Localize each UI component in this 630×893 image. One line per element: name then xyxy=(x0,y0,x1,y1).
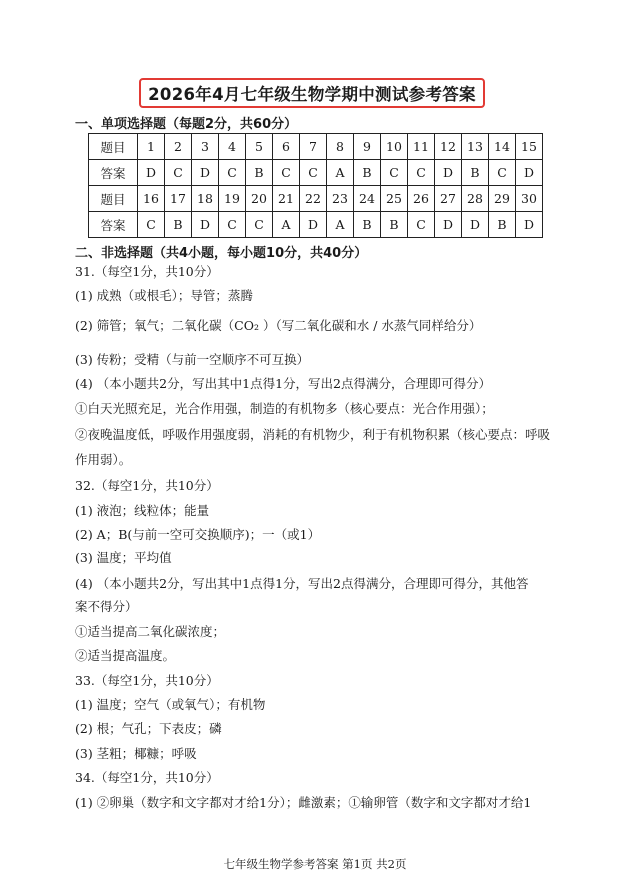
answer-line: 案不得分） xyxy=(75,599,138,614)
table-cell: C xyxy=(489,160,516,186)
table-cell: A xyxy=(273,212,300,238)
table-cell: B xyxy=(381,212,408,238)
answer-line: (3) 茎粗；椰糠；呼吸 xyxy=(75,746,197,761)
table-cell: 3 xyxy=(192,134,219,160)
table-cell: D xyxy=(192,160,219,186)
answer-line: (3) 传粉；受精（与前一空顺序不可互换） xyxy=(75,352,310,367)
table-row xyxy=(89,134,543,160)
table-cell: 25 xyxy=(381,186,408,212)
table-cell: C xyxy=(219,160,246,186)
answer-line: (4) （本小题共2分，写出其中1点得1分，写出2点得满分，合理即可得分） xyxy=(75,376,491,391)
table-cell: C xyxy=(381,160,408,186)
table-cell: 27 xyxy=(435,186,462,212)
row-header: 答案 xyxy=(89,160,138,186)
table-cell: B xyxy=(165,212,192,238)
page-footer: 七年级生物学参考答案 第1页 共2页 xyxy=(223,857,407,871)
answer-line: 32.（每空1分，共10分） xyxy=(75,478,219,493)
table-cell: 8 xyxy=(327,134,354,160)
table-cell: B xyxy=(489,212,516,238)
table-cell: 21 xyxy=(273,186,300,212)
table-cell: 4 xyxy=(219,134,246,160)
table-row xyxy=(89,212,543,238)
table-cell: 18 xyxy=(192,186,219,212)
answer-line: (4) （本小题共2分，写出其中1点得1分，写出2点得满分，合理即可得分，其他答 xyxy=(75,576,529,591)
table-cell: D xyxy=(435,212,462,238)
answer-line: ②适当提高温度。 xyxy=(75,648,176,663)
table-cell: 15 xyxy=(516,134,543,160)
table-cell: D xyxy=(138,160,165,186)
table-cell: A xyxy=(327,160,354,186)
table-cell: 23 xyxy=(327,186,354,212)
table-cell: D xyxy=(300,212,327,238)
row-header: 答案 xyxy=(89,212,138,238)
answer-table xyxy=(88,133,543,238)
table-cell: D xyxy=(192,212,219,238)
table-cell: C xyxy=(273,160,300,186)
table-row xyxy=(89,186,543,212)
table-cell: 26 xyxy=(408,186,435,212)
table-cell: 6 xyxy=(273,134,300,160)
table-cell: 10 xyxy=(381,134,408,160)
row-header: 题目 xyxy=(89,186,138,212)
table-cell: 9 xyxy=(354,134,381,160)
answer-line: (1) ②卵巢（数字和文字都对才给1分）；雌激素；①输卵管（数字和文字都对才给1 xyxy=(75,795,532,810)
table-cell: 24 xyxy=(354,186,381,212)
answer-line: ②夜晚温度低，呼吸作用强度弱，消耗的有机物少，利于有机物积累（核心要点：呼吸 xyxy=(75,427,551,442)
table-cell: D xyxy=(516,160,543,186)
table-cell: 14 xyxy=(489,134,516,160)
answer-line: (2) 根；气孔；下表皮；磷 xyxy=(75,721,222,736)
table-cell: B xyxy=(354,212,381,238)
answer-line: 作用弱）。 xyxy=(75,452,132,467)
table-cell: 2 xyxy=(165,134,192,160)
table-cell: 7 xyxy=(300,134,327,160)
table-cell: 29 xyxy=(489,186,516,212)
table-cell: 16 xyxy=(138,186,165,212)
answer-line: (2) 筛管；氧气；二氧化碳（CO₂ ）（写二氧化碳和水 / 水蒸气同样给分） xyxy=(75,318,482,333)
table-cell: B xyxy=(354,160,381,186)
table-cell: C xyxy=(300,160,327,186)
table-cell: 11 xyxy=(408,134,435,160)
page-title: 2026年4月七年级生物学期中测试参考答案 xyxy=(148,85,476,104)
table-cell: D xyxy=(462,212,489,238)
table-cell: 30 xyxy=(516,186,543,212)
table-cell: C xyxy=(408,212,435,238)
answer-line: ①适当提高二氧化碳浓度； xyxy=(75,624,226,639)
answer-line: (1) 温度；空气（或氧气）；有机物 xyxy=(75,697,266,712)
section-heading-choice: 一、单项选择题（每题2分，共60分） xyxy=(75,117,298,132)
table-cell: D xyxy=(435,160,462,186)
table-cell: 1 xyxy=(138,134,165,160)
table-cell: 13 xyxy=(462,134,489,160)
table-cell: 28 xyxy=(462,186,489,212)
answer-line: (1) 成熟（或根毛）；导管；蒸腾 xyxy=(75,288,253,303)
table-cell: C xyxy=(408,160,435,186)
table-cell: C xyxy=(138,212,165,238)
answer-line: 34.（每空1分，共10分） xyxy=(75,770,219,785)
answer-line: (1) 液泡；线粒体；能量 xyxy=(75,503,210,518)
table-cell: 17 xyxy=(165,186,192,212)
table-cell: B xyxy=(462,160,489,186)
table-cell: C xyxy=(165,160,192,186)
section-heading-nonchoice: 二、非选择题（共4小题，每小题10分，共40分） xyxy=(75,246,368,261)
answer-line: ①白天光照充足，光合作用强，制造的有机物多（核心要点：光合作用强）； xyxy=(75,401,494,416)
table-cell: 5 xyxy=(246,134,273,160)
table-cell: D xyxy=(516,212,543,238)
table-row xyxy=(89,160,543,186)
table-cell: 19 xyxy=(219,186,246,212)
answer-line: 33.（每空1分，共10分） xyxy=(75,673,219,688)
answer-line: (2) A；B(与前一空可交换顺序)；一（或1） xyxy=(75,527,321,542)
table-cell: 12 xyxy=(435,134,462,160)
table-cell: C xyxy=(246,212,273,238)
title-box xyxy=(139,78,485,108)
row-header: 题目 xyxy=(89,134,138,160)
table-cell: 22 xyxy=(300,186,327,212)
table-cell: 20 xyxy=(246,186,273,212)
table-cell: A xyxy=(327,212,354,238)
answer-line: 31.（每空1分，共10分） xyxy=(75,264,219,279)
answer-line: (3) 温度；平均值 xyxy=(75,550,172,565)
table-cell: B xyxy=(246,160,273,186)
table-cell: C xyxy=(219,212,246,238)
